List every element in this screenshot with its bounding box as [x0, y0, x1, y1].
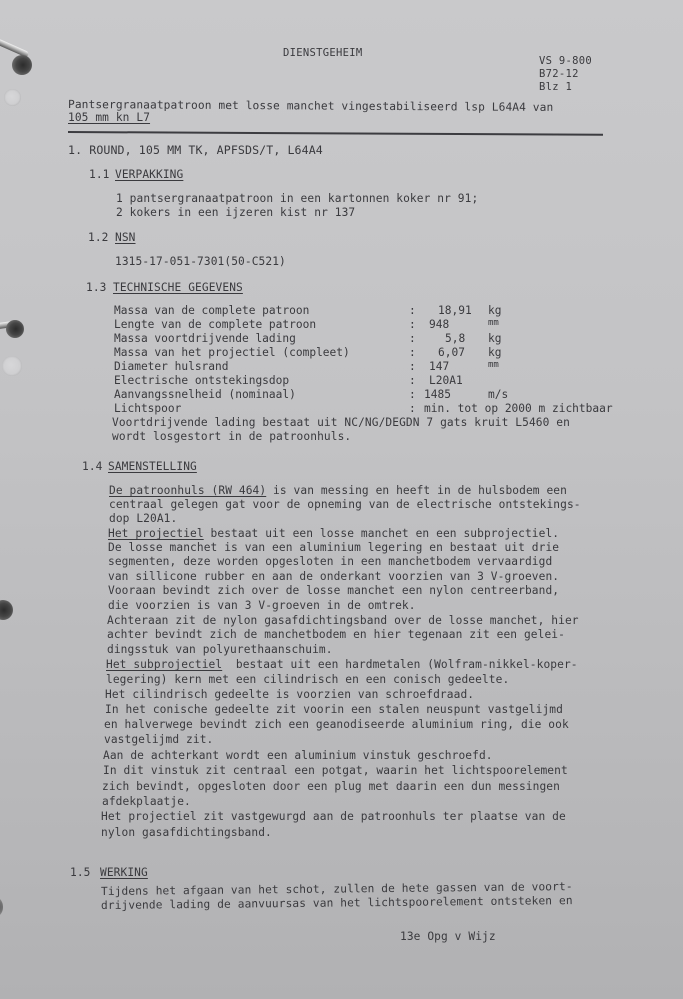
spec-unit: kg — [488, 332, 502, 345]
spec-sep: : — [409, 374, 416, 387]
spec-label: Diameter hulsrand — [114, 360, 229, 373]
composition-para-3-line: en halverwege bevindt zich een geanodiseerde aluminium ring, die ook — [104, 718, 569, 731]
composition-para-2-line-1: Het projectiel bestaat uit een losse manchet en een subprojectiel. — [108, 527, 560, 540]
section-1-heading: 1. ROUND, 105 MM TK, APFSDS/T, L64A4 — [68, 143, 323, 157]
section-1-3-heading: TECHNISCHE GEGEVENS — [113, 281, 243, 294]
composition-para-3-line: Het projectiel zit vastgewurgd aan de patroonhuls ter plaatse van de — [101, 810, 566, 823]
spec-unit: mm — [488, 318, 499, 328]
spec-value: L20A1 — [429, 374, 463, 387]
spec-unit: kg — [488, 304, 502, 317]
spec-unit: kg — [488, 346, 502, 359]
composition-para-2-line: Achteraan zit de nylon gasafdichtingsband over de losse manchet, hier — [107, 614, 579, 627]
binder-hole-ring-3 — [0, 600, 13, 620]
binder-hole-ring-4 — [0, 898, 3, 916]
spec-value: min. tot op 2000 m zichtbaar — [424, 402, 613, 415]
spec-label: Massa van het projectiel (compleet) — [114, 346, 350, 359]
cartridge-case-lead: De patroonhuls (RW 464) — [109, 484, 267, 497]
section-1-2-number: 1.2 — [88, 231, 109, 244]
projectile-lead: Het projectiel — [108, 527, 204, 540]
section-1-1-heading: VERPAKKING — [115, 168, 184, 181]
spec-value: 18,91 — [438, 304, 472, 317]
spec-sep: : — [409, 360, 416, 373]
composition-para-2-line: De losse manchet is van een aluminium legering en bestaat uit drie — [108, 541, 560, 554]
section-1-5-number: 1.5 — [70, 866, 91, 879]
section-1-4-heading: SAMENSTELLING — [108, 460, 197, 473]
classification-label: DIENSTGEHEIM — [283, 47, 363, 59]
edition-footer: 13e Opg v Wijz — [400, 930, 496, 943]
propellant-note-line-2: wordt losgestort in de patroonhuls. — [112, 430, 352, 443]
spec-value: 147 — [429, 360, 450, 373]
spec-unit: mm — [488, 360, 499, 370]
spec-label: Lengte van de complete patroon — [114, 318, 317, 331]
binder-hole-2 — [2, 356, 22, 376]
spec-row — [114, 346, 502, 360]
composition-para-3-line: legering) kern met een cilindrisch en een conisch gedeelte. — [106, 673, 510, 686]
composition-para-3-line: nylon gasafdichtingsband. — [101, 826, 272, 839]
propellant-note-line-1: Voortdrijvende lading bestaat uit NC/NG/DEGDN 7 gats kruit L5460 en — [112, 416, 570, 429]
spec-row — [114, 388, 509, 402]
composition-para-2-line: Vooraan bevindt zich over de losse manchet een nylon centreerband, — [108, 584, 560, 597]
spec-row — [114, 332, 502, 346]
composition-para-3-line: Aan de achterkant wordt een aluminium vinstuk geschroefd. — [103, 749, 493, 762]
spec-value: 948 — [429, 318, 450, 331]
spec-value: 5,8 — [445, 332, 466, 345]
composition-para-2-line: segmenten, deze worden opgesloten in een manchetbodem vervaardigd — [108, 555, 553, 568]
composition-para-3-line: In het conische gedeelte zit voorin een stalen neuspunt vastgelijmd — [105, 703, 563, 716]
spec-label: Lichtspoor — [114, 402, 182, 415]
packaging-line-1: 1 pantsergranaatpatroon in een kartonnen koker nr 91; — [116, 192, 479, 205]
spec-value: 6,07 — [438, 346, 465, 359]
composition-para-3-line: vastgelijmd zit. — [104, 733, 214, 746]
composition-para-3-line: afdekplaatje. — [102, 795, 191, 808]
composition-para-1-line: dop L20A1. — [109, 512, 178, 525]
document-ref-line-1: VS 9-800 — [539, 55, 592, 67]
subprojectile-lead: Het subprojectiel — [106, 658, 223, 671]
binder-hole-1 — [4, 89, 21, 106]
spec-row — [114, 304, 502, 318]
spec-unit: m/s — [488, 388, 509, 401]
composition-para-3-line: zich bevindt, opgesloten door een plug met daarin een dun messingen — [102, 780, 560, 793]
spec-label: Massa voortdrijvende lading — [114, 332, 296, 345]
nsn-value: 1315-17-051-7301(50-C521) — [115, 255, 286, 268]
section-1-3-number: 1.3 — [86, 281, 107, 294]
operation-line-2: drijvende lading de aanvuursas van het lichtspoorelement ontsteken en — [100, 894, 573, 912]
composition-para-2-line: van sillicone rubber en aan de onderkant voorzien van 3 V-groeven. — [108, 570, 560, 583]
spec-sep: : — [409, 402, 416, 415]
document-title-line-1: Pantsergranaatpatroon met losse manchet vingestabiliseerd lsp L64A4 van — [67, 98, 554, 114]
composition-para-2-line: dingsstuk van polyurethaanschuim. — [107, 643, 333, 656]
composition-para-1-line-1: De patroonhuls (RW 464) is van messing en heeft in de hulsbodem een — [109, 484, 567, 497]
composition-para-1-line: centraal gelegen gat voor de opneming van de electrische ontstekings- — [109, 498, 581, 511]
spec-sep: : — [409, 304, 416, 317]
section-1-2-heading: NSN — [115, 231, 136, 244]
spec-row — [114, 374, 463, 388]
spec-row — [114, 360, 499, 374]
spec-label: Aanvangssnelheid (nominaal) — [114, 388, 296, 401]
spec-label: Electrische ontstekingsdop — [114, 374, 290, 387]
spec-sep: : — [409, 332, 416, 345]
spec-sep: : — [409, 346, 416, 359]
document-title-line-2: 105 mm kn L7 — [68, 111, 151, 124]
spec-value: 1485 — [424, 388, 451, 401]
section-1-1-number: 1.1 — [89, 168, 110, 181]
spec-sep: : — [409, 318, 416, 331]
title-divider — [68, 131, 603, 135]
binder-hole-ring-2 — [6, 320, 24, 338]
document-ref-line-2: B72-12 — [539, 68, 579, 80]
page-number: Blz 1 — [539, 81, 573, 93]
composition-para-2-line: achter bevindt zich de manchetbodem en hier tegenaan zit een gelei- — [107, 628, 565, 641]
section-1-5-heading: WERKING — [100, 866, 148, 879]
section-1-4-number: 1.4 — [82, 460, 103, 473]
composition-para-2-line: die voorzien is van 3 V-groeven in de omtrek. — [108, 599, 416, 612]
spec-row — [114, 318, 499, 332]
binder-hole-ring-1 — [12, 55, 32, 75]
spec-label: Massa van de complete patroon — [114, 304, 310, 317]
composition-para-3-line: In dit vinstuk zit centraal een potgat, waarin het lichtspoorelement — [103, 764, 568, 777]
spec-row — [114, 402, 613, 416]
composition-para-3-line: Het cilindrisch gedeelte is voorzien van schroefdraad. — [105, 688, 475, 701]
packaging-line-2: 2 kokers in een ijzeren kist nr 137 — [116, 206, 356, 219]
operation-line-1: Tijdens het afgaan van het schot, zullen de hete gassen van de voort- — [100, 880, 573, 898]
spec-sep: : — [409, 388, 416, 401]
composition-para-3-line-1: Het subprojectiel bestaat uit een hardmetalen (Wolfram-nikkel-koper- — [106, 658, 578, 671]
